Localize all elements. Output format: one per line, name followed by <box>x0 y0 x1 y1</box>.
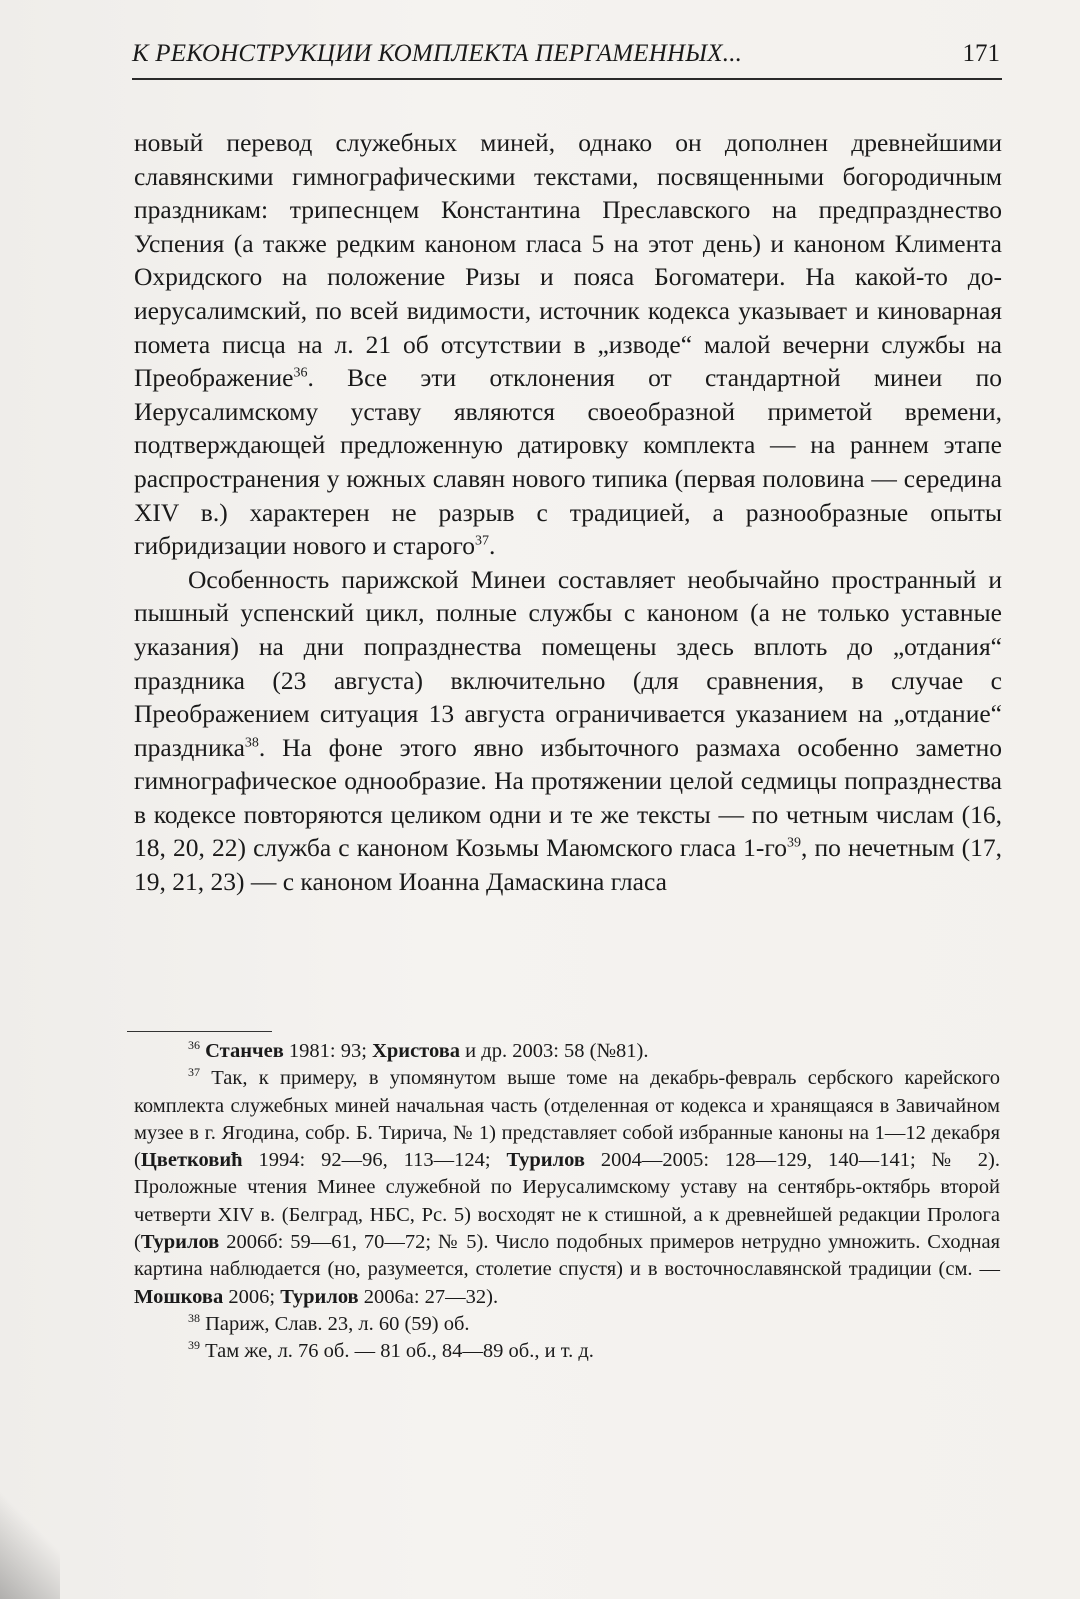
paragraph-1-text-c: . <box>488 531 496 561</box>
footnote-37-text-b: 1994: 92—96, 113—124; <box>242 1149 507 1172</box>
footnote-37-text-a: Так, к примеру, в упомянутом выше томе на декабрь-февраль сербского карейского комплекта служебных миней начальная часть (отделенная от кодекса и хранящаяся в Завичайном музее в г. Ягодина, собр. Б. Тирича, № 1) представляет собой избранные каноны на 1—12 декабря ( <box>134 1067 1001 1172</box>
footnote-36-text-a: 1981: 93; <box>283 1040 373 1062</box>
author-stanchev: Станчев <box>205 1040 284 1062</box>
paragraph-1-text-b: . Все эти отклонения от стандартной минеи по Иерусалимскому уставу являются своеобразной приметой времени, подтверждающей предложенную датировку комплекта — на раннем этапе распространения у южных славян нового типика (первая половина — середина XIV в.) характерен не разрыв с традицией, а разнообразные опыты гибридизации нового и старого <box>134 363 1002 561</box>
author-turilov-1: Турилов <box>506 1149 585 1172</box>
footnote-number-38: 38 <box>188 1311 200 1326</box>
paragraph-2-text-b: . На фоне этого явно избыточного размаха особенно заметно гимнографическое однообразие. На протяжении целой седмицы попразднества в кодексе повторяются целиком одни и те же тексты — по четным числам (16, 18, 20, 22) служба с каноном Козьмы Маюмского гласа 1-го <box>134 732 1002 863</box>
footnote-37-text-c: 2004—2005: 128—129, 140—141; № 2). Проложные чтения Минее служебной по Иерусалимскому уставу на сентябрь-октябрь второй четверти XIV в. (Белград, НБС, Рс. 5) восходят не к стишной, а к древнейшей редакции Пролога ( <box>134 1149 1000 1254</box>
footnote-ref-38[interactable]: 38 <box>244 735 259 751</box>
footnote-number-37: 37 <box>188 1065 200 1080</box>
footnote-separator <box>127 1031 272 1032</box>
footnotes <box>134 1038 1000 1366</box>
main-text <box>134 126 1002 899</box>
paragraph-2 <box>134 563 1002 899</box>
footnote-37-text-d: 2006б: 59—61, 70—72; № 5). Число подобных примеров нетрудно умножить. Сходная картина наблюдается (но, разумеется, столетие спустя) и в восточнославянской традиции (см. — <box>134 1231 1000 1281</box>
author-turilov-2: Турилов <box>140 1231 220 1254</box>
footnote-39-text: Там же, л. 76 об. — 81 об., 84—89 об., и т. д. <box>205 1340 594 1363</box>
paragraph-2-text-c: , по нечетным (17, 19, 21, 23) — с каноном Иоанна Дамаскина гласа <box>134 833 1003 897</box>
footnote-ref-37[interactable]: 37 <box>474 533 489 549</box>
footnote-36-text-b: и др. 2003: 58 (№81). <box>460 1040 649 1062</box>
footnote-ref-36[interactable]: 36 <box>293 365 308 381</box>
author-turilov-3: Турилов <box>280 1285 359 1308</box>
footnote-38 <box>134 1311 1000 1338</box>
footnote-number-39: 39 <box>188 1338 200 1353</box>
running-header <box>132 36 1002 80</box>
footnote-37-text-e: 2006; <box>223 1285 281 1308</box>
footnote-39 <box>134 1338 1000 1365</box>
paragraph-1-text-a: новый перевод служебных миней, однако он дополнен древнейшими славянскими гимнографическими текстами, посвященными богородичным праздникам: трипеснцем Константина Преславского на предпразднество Успения (а также редким каноном гласа 5 на этот день) и каноном Климента Охридского на положение Ризы и пояса Богоматери. На какой-то до-иерусалимский, по всей видимости, источник кодекса указывает и киноварная помета писца на л. 21 об отсутствии в „изводе“ малой вечерни службы на Преображение <box>134 128 1002 393</box>
footnote-ref-39[interactable]: 39 <box>786 835 801 851</box>
author-tsvetkovich: Цветковић <box>140 1149 243 1172</box>
scan-corner-shadow <box>0 1479 60 1599</box>
footnote-38-text: Париж, Слав. 23, л. 60 (59) об. <box>205 1312 470 1335</box>
running-title: К РЕКОНСТРУКЦИИ КОМПЛЕКТА ПЕРГАМЕННЫХ... <box>132 40 743 67</box>
paragraph-1 <box>134 126 1002 563</box>
paragraph-2-text-a: Особенность парижской Минеи составляет необычайно пространный и пышный успенский цикл, полные службы с каноном (а не только уставные указания) на дни попразднества помещены здесь вплоть до „отдания“ праздника (23 августа) включительно (для сравнения, в случае с Преображением ситуация 13 августа ограничивается указанием на „отдание“ праздника <box>134 564 1002 762</box>
page-number: 171 <box>962 40 1000 67</box>
footnote-number-36: 36 <box>188 1038 200 1053</box>
footnote-37-text-f: 2006а: 27—32). <box>358 1285 499 1308</box>
footnote-37 <box>134 1065 1000 1311</box>
author-moshkova: Мошкова <box>134 1285 224 1308</box>
footnote-36 <box>134 1038 1000 1065</box>
author-khristova: Христова <box>372 1040 461 1062</box>
